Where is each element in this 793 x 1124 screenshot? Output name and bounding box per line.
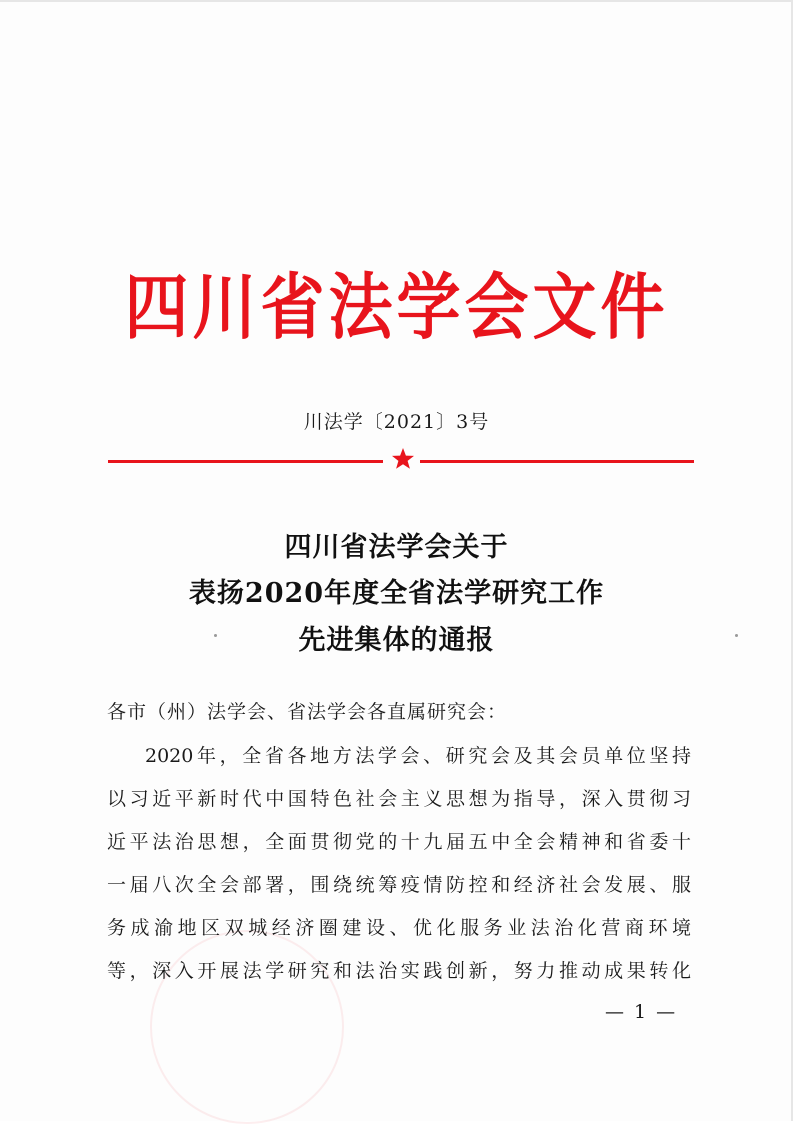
heading-line-2: 表扬2020年度全省法学研究工作 (188, 578, 605, 609)
star-icon (391, 447, 415, 471)
body-line-2: 以习近平新时代中国特色社会主义思想为指导，深入贯彻习 (107, 788, 691, 810)
body-line-4: 一届八次全会部署，围绕统筹疫情防控和经济社会发展、服 (107, 874, 691, 896)
body-line-3: 近平法治思想，全面贯彻党的十九届五中全会精神和省委十 (107, 831, 691, 853)
heading-line-3: 先进集体的通报 (298, 625, 495, 656)
issuer-title: 四川省法学会文件 (124, 266, 669, 350)
document-number: 川法学〔2021〕3号 (303, 411, 490, 433)
page-edge-top (0, 0, 793, 2)
body-line-5: 务成渝地区双城经济圈建设、优化服务业法治化营商环境 (107, 917, 691, 939)
body-line-1: 2020年，全省各地方法学会、研究会及其会员单位坚持 (145, 745, 691, 767)
red-divider-left (108, 460, 383, 463)
body-line-6: 等，深入开展法学研究和法治实践创新，努力推动成果转化 (107, 960, 691, 982)
salutation: 各市（州）法学会、省法学会各直属研究会： (107, 701, 508, 723)
heading-line-1: 四川省法学会关于 (284, 532, 509, 563)
page-number: — 1 — (605, 1001, 678, 1023)
red-divider-right (420, 460, 694, 463)
